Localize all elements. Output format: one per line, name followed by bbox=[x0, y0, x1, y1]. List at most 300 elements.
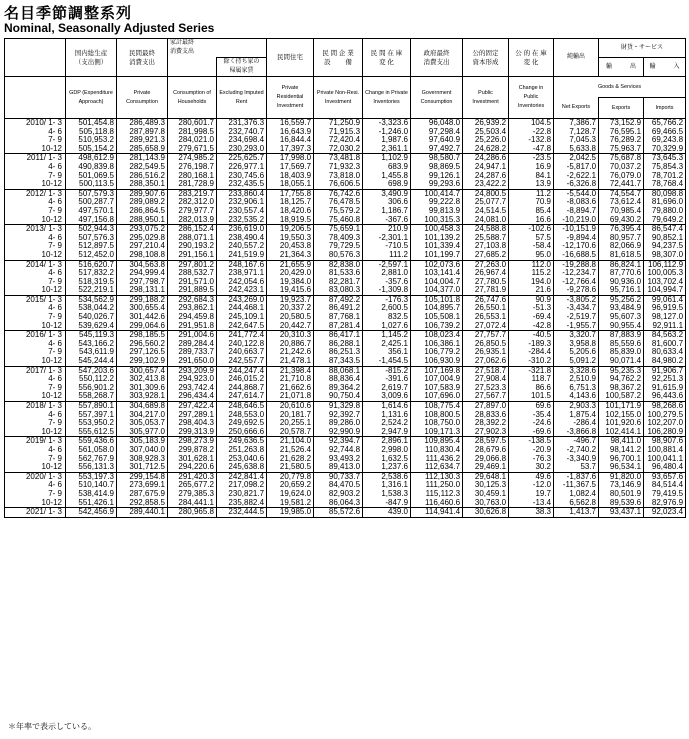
table-row bbox=[5, 198, 686, 207]
value-cell: 70,037.2 bbox=[599, 163, 644, 172]
value-cell: 78,701.2 bbox=[644, 172, 686, 181]
value-cell: 110,830.4 bbox=[411, 446, 463, 455]
table-row bbox=[5, 472, 686, 481]
value-cell: 1,413.7 bbox=[554, 508, 599, 518]
table-header bbox=[5, 39, 686, 119]
value-cell: 240,122.8 bbox=[217, 340, 267, 349]
value-cell: 95,716.1 bbox=[599, 286, 644, 295]
value-cell: 101,171.9 bbox=[599, 402, 644, 411]
value-cell: 557,397.1 bbox=[66, 411, 117, 420]
value-cell: 241,519.9 bbox=[217, 251, 267, 260]
value-cell: 1,102.9 bbox=[363, 154, 411, 163]
value-cell: 20,453.8 bbox=[267, 242, 314, 251]
value-cell: 21,242.6 bbox=[267, 348, 314, 357]
value-cell: -3,434.7 bbox=[554, 304, 599, 313]
period-cell: 2018/ 1- 3 bbox=[5, 402, 66, 411]
value-cell: 236,619.0 bbox=[217, 225, 267, 234]
value-cell: -132.8 bbox=[509, 136, 554, 145]
value-cell: 109,895.4 bbox=[411, 437, 463, 446]
value-cell: 101.5 bbox=[509, 392, 554, 401]
value-cell: 21,398.4 bbox=[267, 366, 314, 375]
value-cell: -12.0 bbox=[509, 481, 554, 490]
value-cell: 27,518.7 bbox=[463, 366, 509, 375]
value-cell: 293,209.9 bbox=[168, 366, 217, 375]
header-net-exports-ja: 純輸出 bbox=[554, 39, 599, 77]
value-cell: 286,152.4 bbox=[168, 225, 217, 234]
value-cell: 78,768.4 bbox=[644, 180, 686, 189]
value-cell: 25,226.0 bbox=[463, 136, 509, 145]
value-cell: 27,072.4 bbox=[463, 322, 509, 331]
value-cell: 5,633.8 bbox=[554, 145, 599, 154]
value-cell: 1,131.6 bbox=[363, 411, 411, 420]
value-cell: 106,112.9 bbox=[644, 260, 686, 269]
value-cell: 286,516.2 bbox=[117, 172, 168, 181]
value-cell: 87,492.2 bbox=[314, 295, 363, 304]
value-cell: 542,456.9 bbox=[66, 508, 117, 518]
value-cell: 84,514.4 bbox=[644, 481, 686, 490]
period-cell: 2020/ 1- 3 bbox=[5, 472, 66, 481]
value-cell: 543,611.9 bbox=[66, 348, 117, 357]
value-cell: 98,367.2 bbox=[599, 384, 644, 393]
value-cell: 104,004.7 bbox=[411, 278, 463, 287]
value-cell: 276,198.7 bbox=[168, 163, 217, 172]
value-cell: 284,021.0 bbox=[168, 136, 217, 145]
value-cell: 98,869.5 bbox=[411, 163, 463, 172]
period-cell: 10-12 bbox=[5, 216, 66, 225]
value-cell: 115.2 bbox=[509, 269, 554, 278]
value-cell: 17,755.8 bbox=[267, 189, 314, 198]
value-cell: 28,679.6 bbox=[463, 446, 509, 455]
period-cell: 4- 6 bbox=[5, 128, 66, 137]
header-imports-ja: 輸 入 bbox=[644, 58, 686, 77]
value-cell: 210.9 bbox=[363, 225, 411, 234]
value-cell: 19.7 bbox=[509, 490, 554, 499]
value-cell: 90,936.0 bbox=[599, 278, 644, 287]
period-cell: 7- 9 bbox=[5, 490, 66, 499]
value-cell: 86,288.1 bbox=[314, 340, 363, 349]
value-cell: 297,798.7 bbox=[117, 278, 168, 287]
value-cell: 299,313.9 bbox=[168, 428, 217, 437]
value-cell: 1,316.1 bbox=[363, 481, 411, 490]
value-cell: 292,858.5 bbox=[117, 499, 168, 508]
table-row bbox=[5, 419, 686, 428]
value-cell: 498,612.9 bbox=[66, 154, 117, 163]
value-cell: 501,069.5 bbox=[66, 172, 117, 181]
value-cell: -35.4 bbox=[509, 411, 554, 420]
value-cell: 73,612.4 bbox=[599, 198, 644, 207]
table-row bbox=[5, 128, 686, 137]
value-cell: 90.9 bbox=[509, 295, 554, 304]
value-cell: 78,409.3 bbox=[314, 234, 363, 243]
period-cell: 4- 6 bbox=[5, 234, 66, 243]
value-cell: 356.1 bbox=[363, 348, 411, 357]
value-cell: 249,692.5 bbox=[217, 419, 267, 428]
period-cell: 2012/ 1- 3 bbox=[5, 189, 66, 198]
value-cell: 30.2 bbox=[509, 463, 554, 472]
value-cell: 86,491.2 bbox=[314, 304, 363, 313]
value-cell: 100,041.1 bbox=[644, 455, 686, 464]
value-cell: 18,055.1 bbox=[267, 180, 314, 189]
value-cell: 2,600.5 bbox=[363, 304, 411, 313]
value-cell: 69,466.5 bbox=[644, 128, 686, 137]
period-cell: 2013/ 1- 3 bbox=[5, 225, 66, 234]
value-cell: -284.4 bbox=[509, 348, 554, 357]
period-cell: 10-12 bbox=[5, 499, 66, 508]
value-cell: 18,403.9 bbox=[267, 172, 314, 181]
table-row bbox=[5, 260, 686, 269]
period-cell: 10-12 bbox=[5, 463, 66, 472]
value-cell: 105,508.1 bbox=[411, 313, 463, 322]
header-inventories-en: Change in Private Inventories bbox=[363, 77, 411, 119]
value-cell: 84,470.5 bbox=[314, 481, 363, 490]
value-cell: -3,866.8 bbox=[554, 428, 599, 437]
value-cell: 232,906.1 bbox=[217, 198, 267, 207]
value-cell: 86,824.1 bbox=[599, 260, 644, 269]
value-cell: 510,140.7 bbox=[66, 481, 117, 490]
value-cell: 100,005.3 bbox=[644, 269, 686, 278]
value-cell: 231,376.3 bbox=[217, 119, 267, 128]
value-cell: 90,852.1 bbox=[644, 234, 686, 243]
value-cell: -10,151.9 bbox=[554, 225, 599, 234]
table-row bbox=[5, 225, 686, 234]
header-imports-en: Imports bbox=[644, 98, 686, 119]
value-cell: 26,553.1 bbox=[463, 313, 509, 322]
value-cell: 512,897.5 bbox=[66, 242, 117, 251]
value-cell: 79,880.0 bbox=[644, 207, 686, 216]
value-cell: 553,197.3 bbox=[66, 472, 117, 481]
value-cell: 69,243.8 bbox=[644, 136, 686, 145]
value-cell: -2,301.1 bbox=[363, 234, 411, 243]
value-cell: 301,442.6 bbox=[117, 313, 168, 322]
value-cell: 16,643.9 bbox=[267, 128, 314, 137]
table-row bbox=[5, 163, 686, 172]
value-cell: -9,278.6 bbox=[554, 286, 599, 295]
period-cell: 4- 6 bbox=[5, 375, 66, 384]
header-nonresi-ja: 民 間 企 業 設 備 bbox=[314, 39, 363, 77]
value-cell: 305,183.9 bbox=[117, 437, 168, 446]
header-pfc-ja: 民間最終 消費支出 bbox=[117, 39, 168, 77]
value-cell: 235,882.4 bbox=[217, 499, 267, 508]
value-cell: 100,881.4 bbox=[644, 446, 686, 455]
value-cell: 109,171.3 bbox=[411, 428, 463, 437]
value-cell: 75,579.2 bbox=[314, 207, 363, 216]
value-cell: 107,696.0 bbox=[411, 392, 463, 401]
header-gdp-ja: 国内総生産 （支出側） bbox=[66, 39, 117, 77]
value-cell: 106,739.2 bbox=[411, 322, 463, 331]
value-cell: 88,836.4 bbox=[314, 375, 363, 384]
value-cell: 832.5 bbox=[363, 313, 411, 322]
value-cell: 102,207.0 bbox=[644, 419, 686, 428]
value-cell: 242,557.7 bbox=[217, 357, 267, 366]
value-cell: 27,780.5 bbox=[463, 278, 509, 287]
value-cell: 285,658.9 bbox=[117, 145, 168, 154]
value-cell: 85.4 bbox=[509, 207, 554, 216]
value-cell: 1,186.7 bbox=[363, 207, 411, 216]
value-cell: 281,728.9 bbox=[168, 180, 217, 189]
period-cell: 7- 9 bbox=[5, 136, 66, 145]
header-residential-en: Private Residential Investment bbox=[267, 77, 314, 119]
value-cell: 76,289.2 bbox=[599, 136, 644, 145]
value-cell: 550,112.2 bbox=[66, 375, 117, 384]
value-cell: 13.9 bbox=[509, 180, 554, 189]
value-cell: 304,563.8 bbox=[117, 260, 168, 269]
value-cell: -12,234.7 bbox=[554, 269, 599, 278]
value-cell: 102,414.1 bbox=[599, 428, 644, 437]
value-cell: 107,169.8 bbox=[411, 366, 463, 375]
value-cell: 96,700.1 bbox=[599, 455, 644, 464]
value-cell: 80,576.3 bbox=[314, 251, 363, 260]
value-cell: 89,539.6 bbox=[599, 499, 644, 508]
value-cell: 291,420.3 bbox=[168, 472, 217, 481]
value-cell: 19,384.0 bbox=[267, 278, 314, 287]
value-cell: 29,648.1 bbox=[463, 472, 509, 481]
value-cell: 73,152.9 bbox=[599, 119, 644, 128]
value-cell: 98,907.6 bbox=[644, 437, 686, 446]
value-cell: 306.6 bbox=[363, 198, 411, 207]
value-cell: 301,309.6 bbox=[117, 384, 168, 393]
value-cell: 73,481.8 bbox=[314, 154, 363, 163]
value-cell: 21,526.4 bbox=[267, 446, 314, 455]
value-cell: -40.5 bbox=[509, 331, 554, 340]
value-cell: 293,075.2 bbox=[117, 225, 168, 234]
header-period bbox=[5, 39, 66, 77]
header-net-exports-en: Net Exports bbox=[554, 98, 599, 119]
table-row bbox=[5, 402, 686, 411]
value-cell: 292,684.3 bbox=[168, 295, 217, 304]
table-row bbox=[5, 490, 686, 499]
value-cell: 16.6 bbox=[509, 216, 554, 225]
table-row bbox=[5, 508, 686, 518]
value-cell: 502,944.3 bbox=[66, 225, 117, 234]
value-cell: 241,772.4 bbox=[217, 331, 267, 340]
value-cell: 76,079.0 bbox=[599, 172, 644, 181]
value-cell: 308,928.3 bbox=[117, 455, 168, 464]
value-cell: 86,064.3 bbox=[314, 499, 363, 508]
value-cell: 105,101.8 bbox=[411, 295, 463, 304]
value-cell: -1,454.5 bbox=[363, 357, 411, 366]
table-row bbox=[5, 340, 686, 349]
value-cell: -3,805.2 bbox=[554, 295, 599, 304]
value-cell: 19,206.5 bbox=[267, 225, 314, 234]
value-cell: 232,435.5 bbox=[217, 180, 267, 189]
value-cell: 90,955.4 bbox=[599, 322, 644, 331]
value-cell: 82,976.9 bbox=[644, 499, 686, 508]
value-cell: 30,763.0 bbox=[463, 499, 509, 508]
value-cell: 81,696.0 bbox=[644, 198, 686, 207]
table-row bbox=[5, 428, 686, 437]
value-cell: -2,740.2 bbox=[554, 446, 599, 455]
value-cell: -176.3 bbox=[363, 295, 411, 304]
value-cell: 30,626.8 bbox=[463, 508, 509, 518]
value-cell: 3,490.9 bbox=[363, 189, 411, 198]
value-cell: 2,881.0 bbox=[363, 269, 411, 278]
value-cell: 76,606.5 bbox=[314, 180, 363, 189]
value-cell: 87,770.6 bbox=[599, 269, 644, 278]
value-cell: 25,503.4 bbox=[463, 128, 509, 137]
period-cell: 7- 9 bbox=[5, 313, 66, 322]
header-excl-imputed-en: Excluding Imputed Rent bbox=[217, 77, 267, 119]
value-cell: 111,436.2 bbox=[411, 455, 463, 464]
value-cell: 1,875.4 bbox=[554, 411, 599, 420]
value-cell: 23,422.2 bbox=[463, 180, 509, 189]
header-public-investment-ja: 公的固定 資本形成 bbox=[463, 39, 509, 77]
value-cell: 244,468.1 bbox=[217, 304, 267, 313]
value-cell: 244,247.4 bbox=[217, 366, 267, 375]
value-cell: -9,894.4 bbox=[554, 234, 599, 243]
value-cell: -710.5 bbox=[363, 242, 411, 251]
value-cell: 27,103.8 bbox=[463, 242, 509, 251]
value-cell: 98,411.0 bbox=[599, 437, 644, 446]
value-cell: 86.6 bbox=[509, 384, 554, 393]
value-cell: 65,766.2 bbox=[644, 119, 686, 128]
value-cell: 71,915.3 bbox=[314, 128, 363, 137]
value-cell: 26,935.1 bbox=[463, 348, 509, 357]
value-cell: 7,386.7 bbox=[554, 119, 599, 128]
value-cell: 301,712.5 bbox=[117, 463, 168, 472]
value-cell: 230,293.0 bbox=[217, 145, 267, 154]
header-residential-ja: 民間住宅 bbox=[267, 39, 314, 77]
value-cell: 79,419.5 bbox=[644, 490, 686, 499]
value-cell: 92,023.4 bbox=[644, 508, 686, 518]
value-cell: -138.5 bbox=[509, 437, 554, 446]
value-cell: 118.7 bbox=[509, 375, 554, 384]
value-cell: 75,854.3 bbox=[644, 163, 686, 172]
value-cell: 27,062.6 bbox=[463, 357, 509, 366]
value-cell: 88,068.1 bbox=[314, 366, 363, 375]
period-cell: 10-12 bbox=[5, 428, 66, 437]
value-cell: 101,139.2 bbox=[411, 234, 463, 243]
header-household-ja: 家計最終 消費支出 bbox=[168, 39, 267, 58]
value-cell: 505,154.2 bbox=[66, 145, 117, 154]
value-cell: 70.9 bbox=[509, 198, 554, 207]
table-row bbox=[5, 189, 686, 198]
value-cell: 26,967.4 bbox=[463, 269, 509, 278]
value-cell: 90,071.4 bbox=[599, 357, 644, 366]
value-cell: -3,323.6 bbox=[363, 119, 411, 128]
value-cell: 96,480.4 bbox=[644, 463, 686, 472]
value-cell: 87,281.4 bbox=[314, 322, 363, 331]
value-cell: 3,328.6 bbox=[554, 366, 599, 375]
value-cell: 242,841.4 bbox=[217, 472, 267, 481]
period-cell: 7- 9 bbox=[5, 455, 66, 464]
value-cell: 72,420.4 bbox=[314, 136, 363, 145]
value-cell: -69.6 bbox=[509, 428, 554, 437]
period-cell: 4- 6 bbox=[5, 163, 66, 172]
value-cell: 19,550.3 bbox=[267, 234, 314, 243]
value-cell: 291,004.6 bbox=[168, 331, 217, 340]
value-cell: 501,454.8 bbox=[66, 119, 117, 128]
value-cell: 30,125.3 bbox=[463, 481, 509, 490]
value-cell: 21,710.8 bbox=[267, 375, 314, 384]
value-cell: 282,312.0 bbox=[168, 198, 217, 207]
value-cell: 518,319.5 bbox=[66, 278, 117, 287]
value-cell: 100,279.5 bbox=[644, 411, 686, 420]
value-cell: 21,071.8 bbox=[267, 392, 314, 401]
value-cell: 291,156.1 bbox=[168, 251, 217, 260]
value-cell: 289,921.3 bbox=[117, 136, 168, 145]
value-cell: 274,985.2 bbox=[168, 154, 217, 163]
value-cell: 89,364.2 bbox=[314, 384, 363, 393]
value-cell: 545,119.3 bbox=[66, 331, 117, 340]
value-cell: 24,514.5 bbox=[463, 207, 509, 216]
value-cell: 1,145.2 bbox=[363, 331, 411, 340]
value-cell: -1,955.7 bbox=[554, 322, 599, 331]
period-cell: 10-12 bbox=[5, 286, 66, 295]
header-gov-consumption-en: Government Consumption bbox=[411, 77, 463, 119]
value-cell: 281,998.5 bbox=[168, 128, 217, 137]
header-pfc-en: Private Consumption bbox=[117, 77, 168, 119]
table-row bbox=[5, 304, 686, 313]
value-cell: -2,622.1 bbox=[554, 172, 599, 181]
value-cell: -69.4 bbox=[509, 313, 554, 322]
value-cell: 91,329.8 bbox=[314, 402, 363, 411]
period-cell: 2011/ 1- 3 bbox=[5, 154, 66, 163]
value-cell: 250,666.6 bbox=[217, 428, 267, 437]
value-cell: 497,156.8 bbox=[66, 216, 117, 225]
value-cell: 84.1 bbox=[509, 172, 554, 181]
period-cell: 4- 6 bbox=[5, 269, 66, 278]
value-cell: 547,203.6 bbox=[66, 366, 117, 375]
value-cell: 305,053.7 bbox=[117, 419, 168, 428]
value-cell: 6,751.3 bbox=[554, 384, 599, 393]
value-cell: -5,544.0 bbox=[554, 189, 599, 198]
value-cell: 505,118.8 bbox=[66, 128, 117, 137]
value-cell: 556,901.2 bbox=[66, 384, 117, 393]
value-cell: 1,632.5 bbox=[363, 455, 411, 464]
table-row bbox=[5, 286, 686, 295]
value-cell: 304,217.0 bbox=[117, 411, 168, 420]
value-cell: 82,281.7 bbox=[314, 278, 363, 287]
period-cell: 7- 9 bbox=[5, 242, 66, 251]
value-cell: 296,434.4 bbox=[168, 392, 217, 401]
value-cell: -12,766.4 bbox=[554, 278, 599, 287]
value-cell: 91,906.7 bbox=[644, 366, 686, 375]
value-cell: -496.7 bbox=[554, 437, 599, 446]
value-cell: -76.3 bbox=[509, 455, 554, 464]
table-row bbox=[5, 295, 686, 304]
value-cell: 99,126.1 bbox=[411, 172, 463, 181]
value-cell: 240,663.7 bbox=[217, 348, 267, 357]
period-cell: 4- 6 bbox=[5, 340, 66, 349]
value-cell: 85,839.0 bbox=[599, 348, 644, 357]
table-row bbox=[5, 348, 686, 357]
value-cell: 244,868.7 bbox=[217, 384, 267, 393]
value-cell: 101,339.4 bbox=[411, 242, 463, 251]
value-cell: 108,775.4 bbox=[411, 402, 463, 411]
value-cell: -42.8 bbox=[509, 322, 554, 331]
value-cell: 298,404.3 bbox=[168, 419, 217, 428]
value-cell: 103,141.4 bbox=[411, 269, 463, 278]
value-cell: 24,947.1 bbox=[463, 163, 509, 172]
value-cell: 297,422.4 bbox=[168, 402, 217, 411]
value-cell: 27,523.3 bbox=[463, 384, 509, 393]
value-cell: 25,077.7 bbox=[463, 198, 509, 207]
value-cell: -20.9 bbox=[509, 446, 554, 455]
value-cell: 217,098.2 bbox=[217, 481, 267, 490]
value-cell: 294,220.6 bbox=[168, 463, 217, 472]
value-cell: 246,015.2 bbox=[217, 375, 267, 384]
value-cell: 102,155.0 bbox=[599, 411, 644, 420]
value-cell: 106,386.1 bbox=[411, 340, 463, 349]
value-cell: 79,729.5 bbox=[314, 242, 363, 251]
period-cell: 2019/ 1- 3 bbox=[5, 437, 66, 446]
value-cell: 76,395.4 bbox=[599, 225, 644, 234]
value-cell: -367.6 bbox=[363, 216, 411, 225]
value-cell: 5,205.6 bbox=[554, 348, 599, 357]
period-cell: 2017/ 1- 3 bbox=[5, 366, 66, 375]
value-cell: 84,980.2 bbox=[644, 357, 686, 366]
value-cell: 234,698.4 bbox=[217, 136, 267, 145]
